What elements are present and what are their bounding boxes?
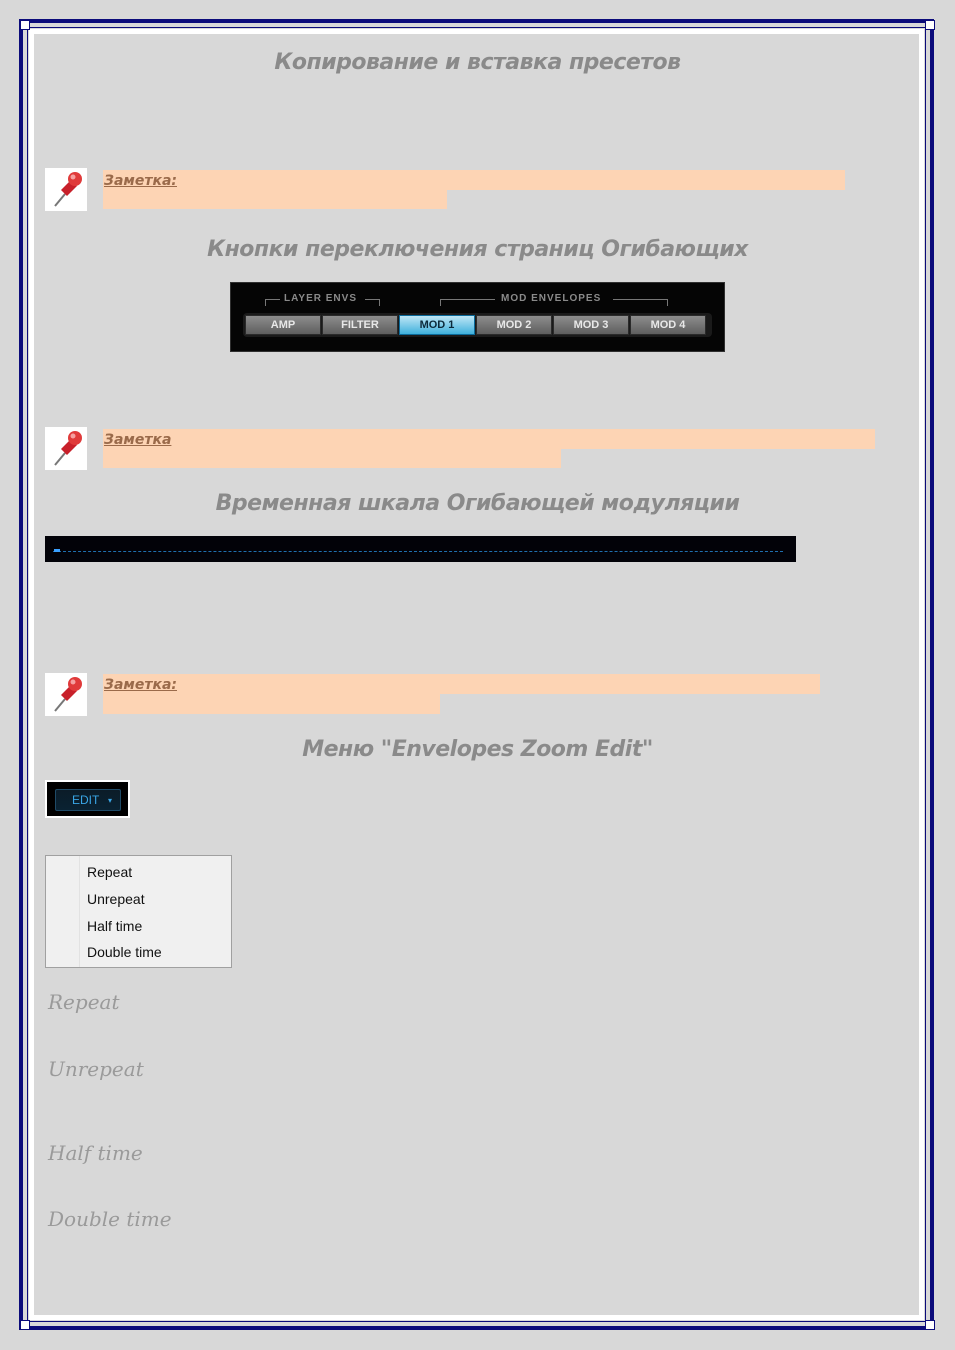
menu-item-half-time[interactable]: Half time — [87, 918, 143, 934]
pushpin-icon — [45, 168, 87, 211]
note-highlight — [103, 694, 440, 714]
note-label: Заметка — [104, 432, 172, 448]
mod4-page-button[interactable]: MOD 4 — [630, 315, 706, 335]
amp-page-button[interactable]: AMP — [245, 315, 321, 335]
term-unrepeat: Unrepeat — [48, 1057, 144, 1081]
edit-button-screenshot — [45, 780, 130, 818]
section-heading-timeline: Временная шкала Огибающей модуляции — [215, 491, 740, 516]
menu-item-double-time[interactable]: Double time — [87, 944, 162, 960]
menu-gutter — [79, 856, 80, 967]
menu-item-repeat[interactable]: Repeat — [87, 864, 133, 880]
edit-button[interactable] — [55, 789, 121, 811]
timeline-ruler — [53, 551, 783, 552]
mod1-page-button[interactable]: MOD 1 — [399, 315, 475, 335]
note-label: Заметка: — [104, 173, 177, 189]
note-highlight — [103, 190, 447, 209]
corner-ornament — [925, 20, 935, 30]
section-heading-copy-paste: Копирование и вставка пресетов — [274, 50, 681, 75]
envelope-page-panel — [230, 282, 725, 352]
zoom-edit-menu — [45, 855, 232, 968]
group-bracket — [613, 299, 668, 306]
menu-item-unrepeat[interactable]: Unrepeat — [87, 891, 145, 907]
envelope-page-buttons — [243, 313, 712, 337]
pushpin-icon — [45, 427, 87, 470]
filter-page-button[interactable]: FILTER — [322, 315, 398, 335]
group-bracket — [440, 299, 495, 306]
pushpin-icon — [45, 673, 87, 716]
section-heading-page-buttons: Кнопки переключения страниц Огибающих — [207, 237, 748, 262]
corner-ornament — [20, 20, 30, 30]
note-highlight — [103, 449, 561, 468]
note-highlight — [103, 429, 875, 449]
mod2-page-button[interactable]: MOD 2 — [476, 315, 552, 335]
corner-ornament — [20, 1320, 30, 1330]
group-label-layer-envs: LAYER ENVS — [284, 293, 357, 304]
corner-ornament — [925, 1320, 935, 1330]
note-highlight — [103, 674, 820, 694]
modulation-envelope-timeline[interactable] — [45, 536, 796, 562]
timeline-cursor[interactable] — [54, 549, 60, 552]
section-heading-zoom-menu: Меню "Envelopes Zoom Edit" — [302, 737, 653, 762]
mod3-page-button[interactable]: MOD 3 — [553, 315, 629, 335]
term-half-time: Half time — [48, 1141, 143, 1165]
note-highlight — [103, 170, 845, 190]
edit-button-label: EDIT — [72, 793, 100, 807]
term-repeat: Repeat — [48, 990, 120, 1014]
chevron-down-icon: ▾ — [108, 796, 113, 805]
group-bracket — [365, 299, 380, 306]
term-double-time: Double time — [48, 1207, 172, 1231]
note-label: Заметка: — [104, 677, 177, 693]
group-bracket — [265, 299, 280, 306]
group-label-mod-envelopes: MOD ENVELOPES — [501, 293, 602, 304]
